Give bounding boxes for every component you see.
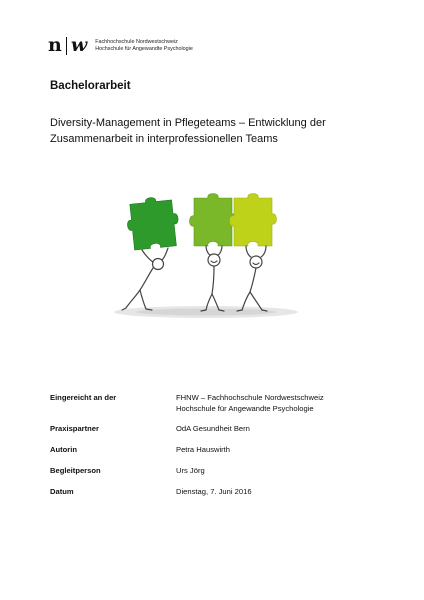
document-type: Bachelorarbeit xyxy=(50,80,131,92)
stick-figure-left xyxy=(122,248,168,310)
metadata-row-submitted xyxy=(50,393,380,414)
metadata-value: Petra Hauswirth xyxy=(176,445,231,455)
stick-figure-right xyxy=(237,246,267,311)
fhnw-logo xyxy=(48,36,193,55)
metadata-label: Praxispartner xyxy=(50,424,99,434)
school-name-line1: Fachhochschule Nordwestschweiz xyxy=(95,38,178,45)
metadata-value: OdA Gesundheit Bern xyxy=(176,424,250,434)
metadata-table xyxy=(50,393,380,507)
metadata-row-date xyxy=(50,487,380,498)
logo-mark xyxy=(48,36,87,55)
metadata-value-line: Hochschule für Angewandte Psychologie xyxy=(176,403,314,413)
puzzle-piece-yellow-green xyxy=(230,194,277,247)
metadata-label: Autorin xyxy=(50,445,77,455)
logo-letter-n: n xyxy=(48,34,62,56)
metadata-label: Begleitperson xyxy=(50,465,101,475)
metadata-value-line: FHNW – Fachhochschule Nordwestschweiz xyxy=(176,393,324,402)
document-title: Diversity-Management in Pflegeteams – Entwicklung der Zusammenarbeit in interprofessionellen Teams xyxy=(50,117,326,145)
school-name-line2: Hochschule für Angewandte Psychologie xyxy=(95,45,193,52)
metadata-label: Eingereicht an der xyxy=(50,393,117,402)
metadata-value: Urs Jörg xyxy=(176,465,205,475)
metadata-row-practice-partner xyxy=(50,424,380,435)
logo-letter-w: w xyxy=(70,34,88,56)
metadata-value: Dienstag, 7. Juni 2016 xyxy=(176,486,252,496)
logo-divider xyxy=(66,37,67,55)
metadata-row-supervisor xyxy=(50,466,380,477)
metadata-row-author xyxy=(50,445,380,456)
puzzle-piece-dark-green xyxy=(125,195,181,251)
metadata-value xyxy=(176,393,380,414)
metadata-label: Datum xyxy=(50,486,74,496)
puzzle-figures-illustration xyxy=(106,186,298,322)
stick-figure-center xyxy=(201,246,224,311)
school-name xyxy=(95,39,193,53)
